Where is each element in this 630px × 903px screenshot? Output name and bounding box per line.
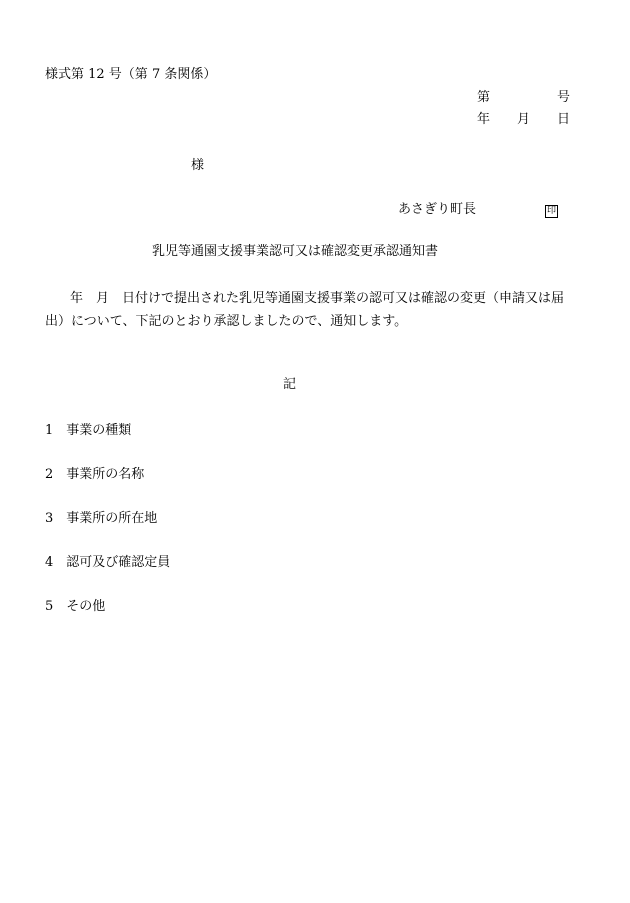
item-label: その他	[66, 599, 106, 614]
item-number: 2	[45, 467, 54, 482]
date-year: 年	[477, 112, 491, 127]
issuer-name: あさぎり町長	[398, 202, 477, 217]
item-number: 3	[45, 511, 54, 526]
record-heading: 記	[283, 377, 297, 392]
item-label: 認可及び確認定員	[66, 555, 171, 570]
body-line-2: 出）について、下記のとおり承認しましたので、通知します。	[45, 314, 408, 329]
number-prefix: 第	[477, 90, 491, 105]
item-label: 事業所の所在地	[66, 511, 158, 526]
seal-icon: 印	[546, 206, 556, 216]
list-item	[45, 556, 170, 569]
body-line-1: 年 月 日付けで提出された乳児等通園支援事業の認可又は確認の変更（申請又は届	[70, 291, 565, 306]
date-month: 月	[517, 112, 531, 127]
list-item	[45, 600, 105, 613]
list-item	[45, 468, 144, 481]
recipient-suffix: 様	[191, 158, 205, 173]
item-label: 事業の種類	[66, 423, 132, 438]
form-label: 様式第 12 号（第 7 条関係）	[45, 67, 217, 82]
list-item	[45, 424, 131, 437]
item-label: 事業所の名称	[66, 467, 145, 482]
number-suffix: 号	[557, 90, 571, 105]
date-day: 日	[557, 112, 571, 127]
list-item	[45, 512, 157, 525]
seal-mark	[545, 203, 558, 218]
item-number: 1	[45, 423, 54, 438]
item-number: 5	[45, 599, 54, 614]
item-number: 4	[45, 555, 54, 570]
document-title: 乳児等通園支援事業認可又は確認変更承認通知書	[152, 244, 439, 259]
